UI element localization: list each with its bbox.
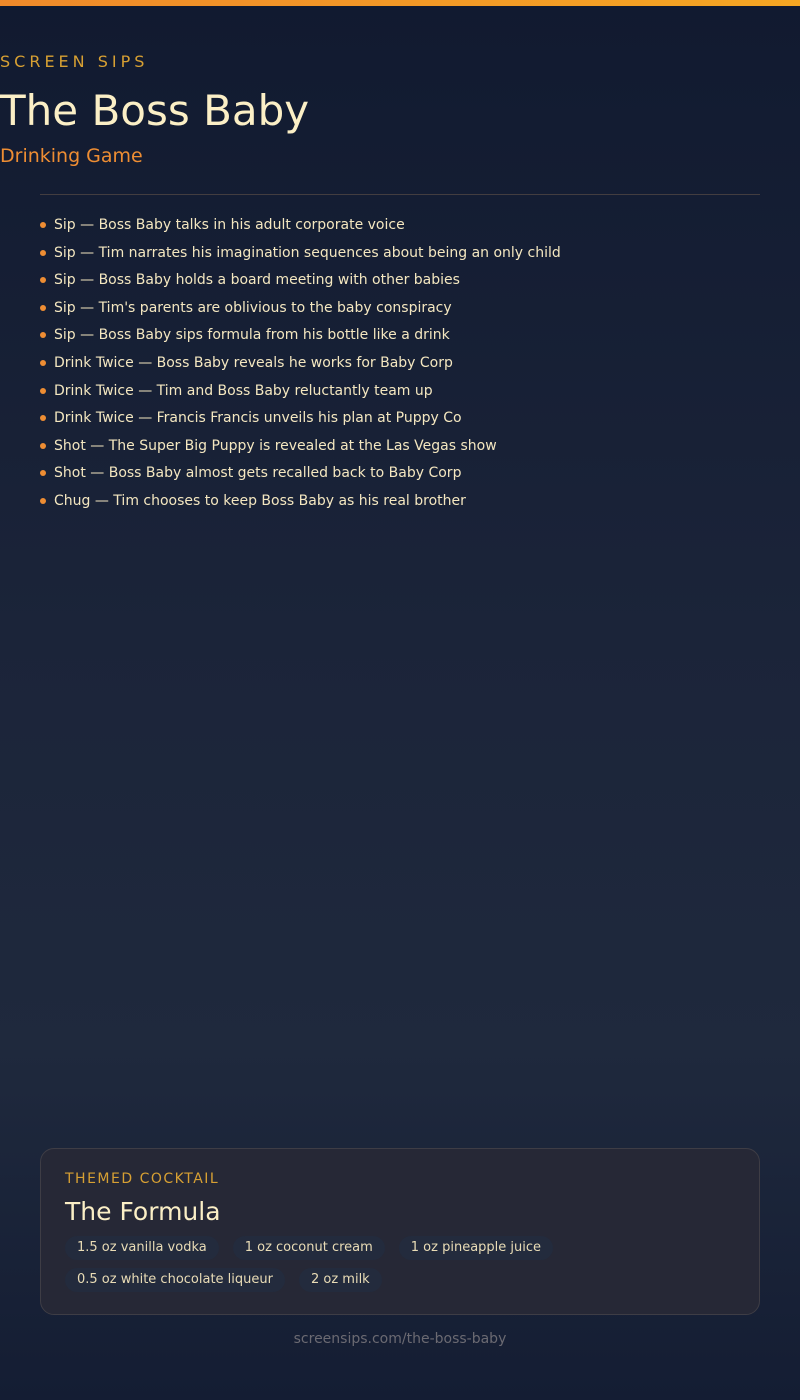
rule-text: Shot — The Super Big Puppy is revealed at the Las Vegas show bbox=[54, 437, 497, 454]
rule-item bbox=[40, 267, 760, 295]
rule-text: Drink Twice — Tim and Boss Baby reluctantly team up bbox=[54, 382, 433, 399]
rule-text: Sip — Boss Baby sips formula from his bottle like a drink bbox=[54, 327, 450, 344]
bullet-icon bbox=[40, 498, 46, 504]
bullet-icon bbox=[40, 305, 46, 311]
cocktail-card bbox=[40, 1148, 760, 1315]
bullet-icon bbox=[40, 250, 46, 256]
page-title: The Boss Baby bbox=[0, 86, 310, 135]
rule-item bbox=[40, 405, 760, 433]
ingredient-chip: 1.5 oz vanilla vodka bbox=[65, 1236, 219, 1260]
page-subtitle: Drinking Game bbox=[0, 145, 143, 167]
brand-label: SCREEN SIPS bbox=[0, 52, 149, 71]
ingredient-chip: 0.5 oz white chocolate liqueur bbox=[65, 1268, 285, 1292]
rule-text: Drink Twice — Boss Baby reveals he works for Baby Corp bbox=[54, 354, 453, 371]
rule-item bbox=[40, 488, 760, 516]
cocktail-label: THEMED COCKTAIL bbox=[65, 1171, 220, 1187]
header-divider bbox=[40, 194, 760, 195]
bullet-icon bbox=[40, 443, 46, 449]
rule-item bbox=[40, 460, 760, 488]
bullet-icon bbox=[40, 415, 46, 421]
footer-url[interactable]: screensips.com/the-boss-baby bbox=[293, 1331, 507, 1347]
rules-list bbox=[40, 212, 760, 516]
ingredient-list bbox=[65, 1236, 735, 1292]
bullet-icon bbox=[40, 222, 46, 228]
rule-text: Shot — Boss Baby almost gets recalled back to Baby Corp bbox=[54, 465, 462, 482]
ingredient-chip: 1 oz coconut cream bbox=[233, 1236, 385, 1260]
bullet-icon bbox=[40, 470, 46, 476]
rule-text: Sip — Tim's parents are oblivious to the baby conspiracy bbox=[54, 299, 452, 316]
cocktail-name: The Formula bbox=[65, 1197, 221, 1226]
top-accent-bar bbox=[0, 0, 800, 6]
rule-item bbox=[40, 322, 760, 350]
rule-text: Chug — Tim chooses to keep Boss Baby as his real brother bbox=[54, 492, 466, 509]
rule-text: Drink Twice — Francis Francis unveils his plan at Puppy Co bbox=[54, 410, 462, 427]
rule-text: Sip — Tim narrates his imagination sequences about being an only child bbox=[54, 244, 561, 261]
rule-text: Sip — Boss Baby talks in his adult corporate voice bbox=[54, 217, 405, 233]
rule-item bbox=[40, 240, 760, 268]
rule-item bbox=[40, 350, 760, 378]
bullet-icon bbox=[40, 360, 46, 366]
bullet-icon bbox=[40, 388, 46, 394]
rule-item bbox=[40, 295, 760, 323]
bullet-icon bbox=[40, 277, 46, 283]
bullet-icon bbox=[40, 332, 46, 338]
rule-item bbox=[40, 378, 760, 406]
rule-text: Sip — Boss Baby holds a board meeting with other babies bbox=[54, 272, 460, 289]
rule-item bbox=[40, 433, 760, 461]
ingredient-chip: 1 oz pineapple juice bbox=[399, 1236, 553, 1260]
rule-item bbox=[40, 212, 760, 240]
ingredient-chip: 2 oz milk bbox=[299, 1268, 382, 1292]
